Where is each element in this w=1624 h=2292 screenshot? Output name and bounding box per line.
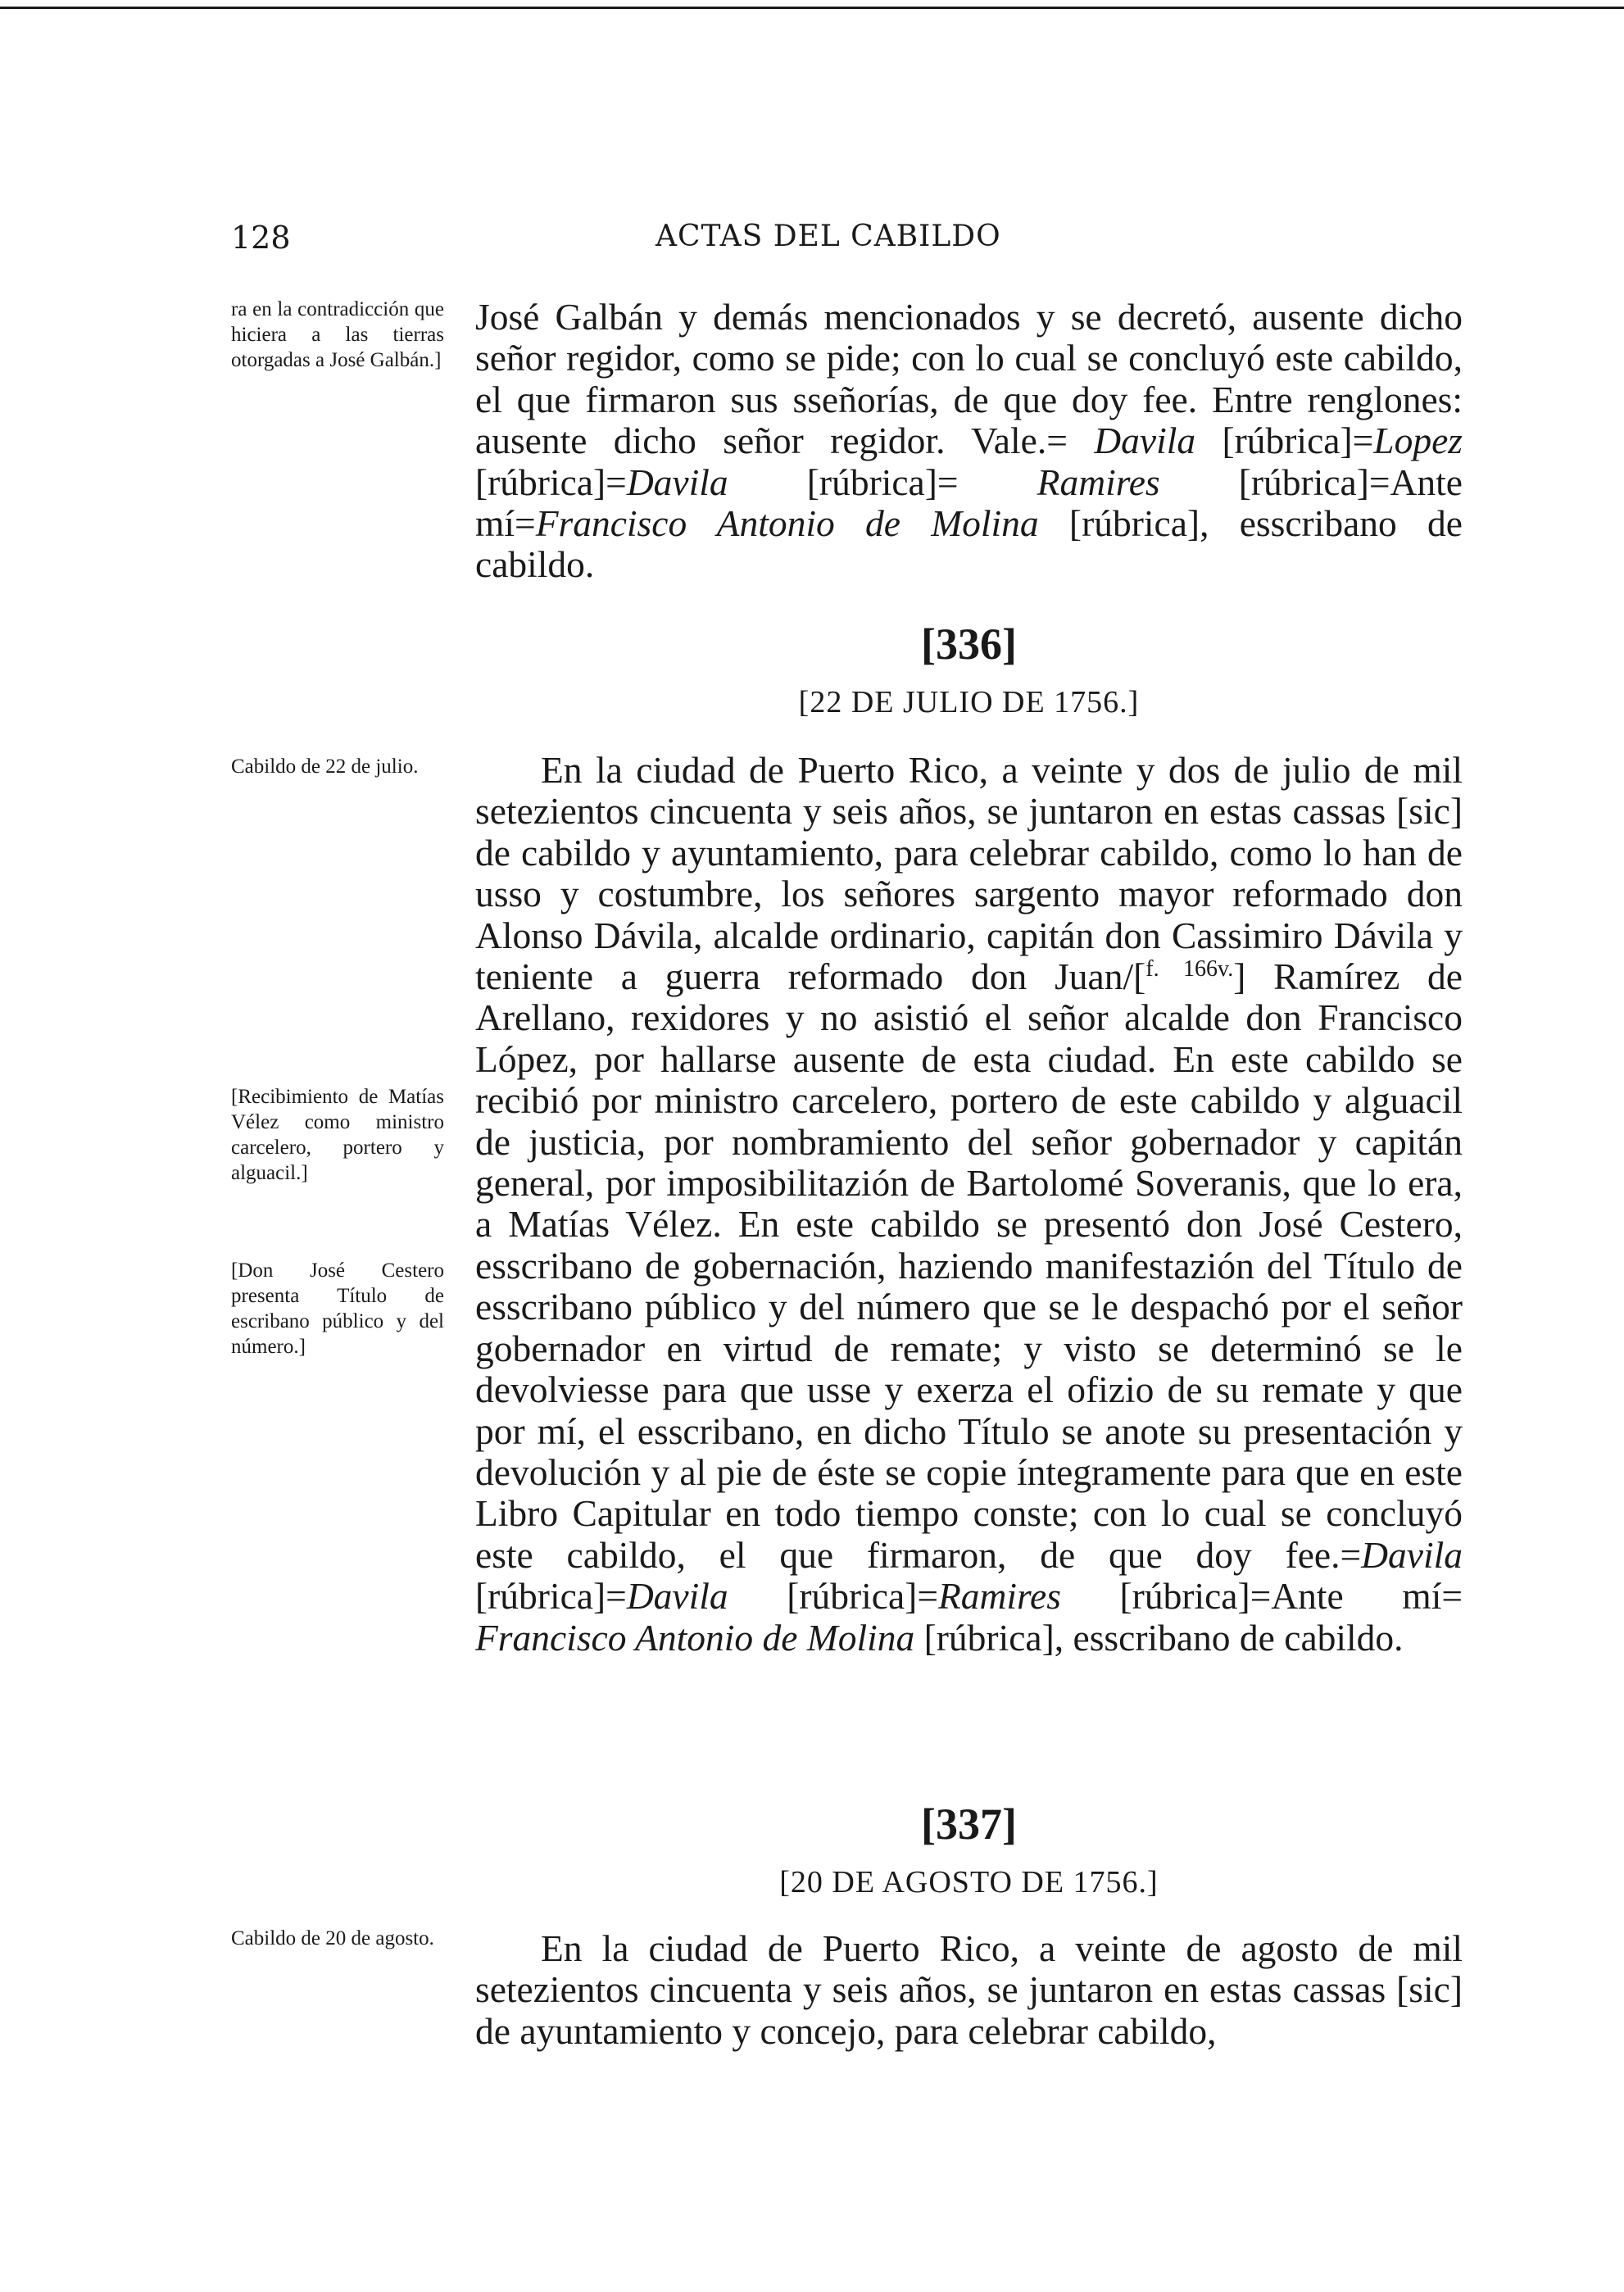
act-number: [336]: [921, 620, 1017, 669]
signature: Francisco Antonio de Molina: [475, 1616, 915, 1659]
signature: Lopez: [1373, 420, 1463, 462]
top-rule: [0, 7, 1624, 9]
act-date: [20 DE AGOSTO DE 1756.]: [779, 1865, 1159, 1899]
folio-marker: f. 166v.: [1145, 955, 1234, 982]
continuation-paragraph: José Galbán y demás mencionados y se decretó, ausente dicho señor regidor, como se pide; con lo cual se concluyó este cabildo, el que firmaron sus sseñorías, de que doy fee. Entre renglones: ausente dicho señor regidor. Vale.= Davila [rúbrica]=Lopez [rúbrica]=Davila [rúbrica]= Ramires [rúbrica]=Ante mí=Francisco Antonio de Molina [rúbrica], esscribano de cabildo.: [475, 296, 1463, 586]
act-336-paragraph: En la ciudad de Puerto Rico, a veinte y dos de julio de mil setezientos cincuenta y seis años, se juntaron en estas cassas [sic] de cabildo y ayuntamiento, para celebrar cabildo, como lo han de usso y costumbre, los señores sargento mayor reformado don Alonso Dávila, alcalde ordinario, capitán don Cassimiro Dávila y teniente a guerra reformado don Juan/[$^{f. 166v.}$] Ramírez de Arellano, rexidores y no asistió el señor alcalde don Francisco López, por hallarse ausente de esta ciudad. En este cabildo se recibió por ministro carcelero, portero de este cabildo y alguacil de justicia, por nombramiento del señor gobernador y capitán general, por imposibilitazión de Bartolomé Soveranis, que lo era, a Matías Vélez. En este cabildo se presentó don José Cestero, esscribano de gobernación, haziendo manifestazión del Título de esscribano público y del número que se le despachó por el señor gobernador en virtud de remate; y visto se determinó se le devolviesse para que usse y exerza el ofizio de su remate y que por mí, el esscribano, en dicho Título se anote su presentación y devolución y al pie de éste se copie íntegramente para que en este Libro Capitular en todo tiempo conste; con lo cual se concluyó este cabildo, el que firmaron, de que doy fee.=Davila [rúbrica]=Davila [rúbrica]=Ramires [rúbrica]=Ante mí= Francisco Antonio de Molina [rúbrica], esscribano de cabildo.: [475, 749, 1463, 1659]
signature: Davila: [1094, 420, 1196, 462]
act-date: [22 DE JULIO DE 1756.]: [798, 685, 1140, 719]
margin-note: Cabildo de 20 de agosto.: [231, 1927, 434, 1949]
margin-note: [Don José Cestero presenta Título de escribano público y del número.]: [231, 1259, 444, 1358]
signature: Davila: [626, 1575, 728, 1618]
signature: Davila: [626, 461, 728, 503]
margin-note: ra en la contradicción que hiciera a las tierras otorgadas a José Galbán.]: [231, 298, 444, 371]
signature: Ramires: [1037, 461, 1160, 503]
signature: Ramires: [938, 1575, 1061, 1618]
page-number: 128: [231, 220, 291, 256]
act-number: [337]: [921, 1800, 1017, 1849]
act-337-paragraph: En la ciudad de Puerto Rico, a veinte de agosto de mil setezientos cincuenta y seis años, se juntaron en estas cassas [sic] de ayuntamiento y concejo, para celebrar cabildo,: [475, 1927, 1463, 2052]
margin-note: Cabildo de 22 de julio.: [231, 756, 419, 778]
signature: Francisco Antonio de Molina: [535, 502, 1039, 545]
running-title: ACTAS DEL CABILDO: [655, 220, 1001, 253]
signature: Davila: [1361, 1533, 1463, 1576]
margin-note: [Recibimiento de Matías Vélez como ministro carcelero, portero y alguacil.]: [231, 1086, 444, 1184]
